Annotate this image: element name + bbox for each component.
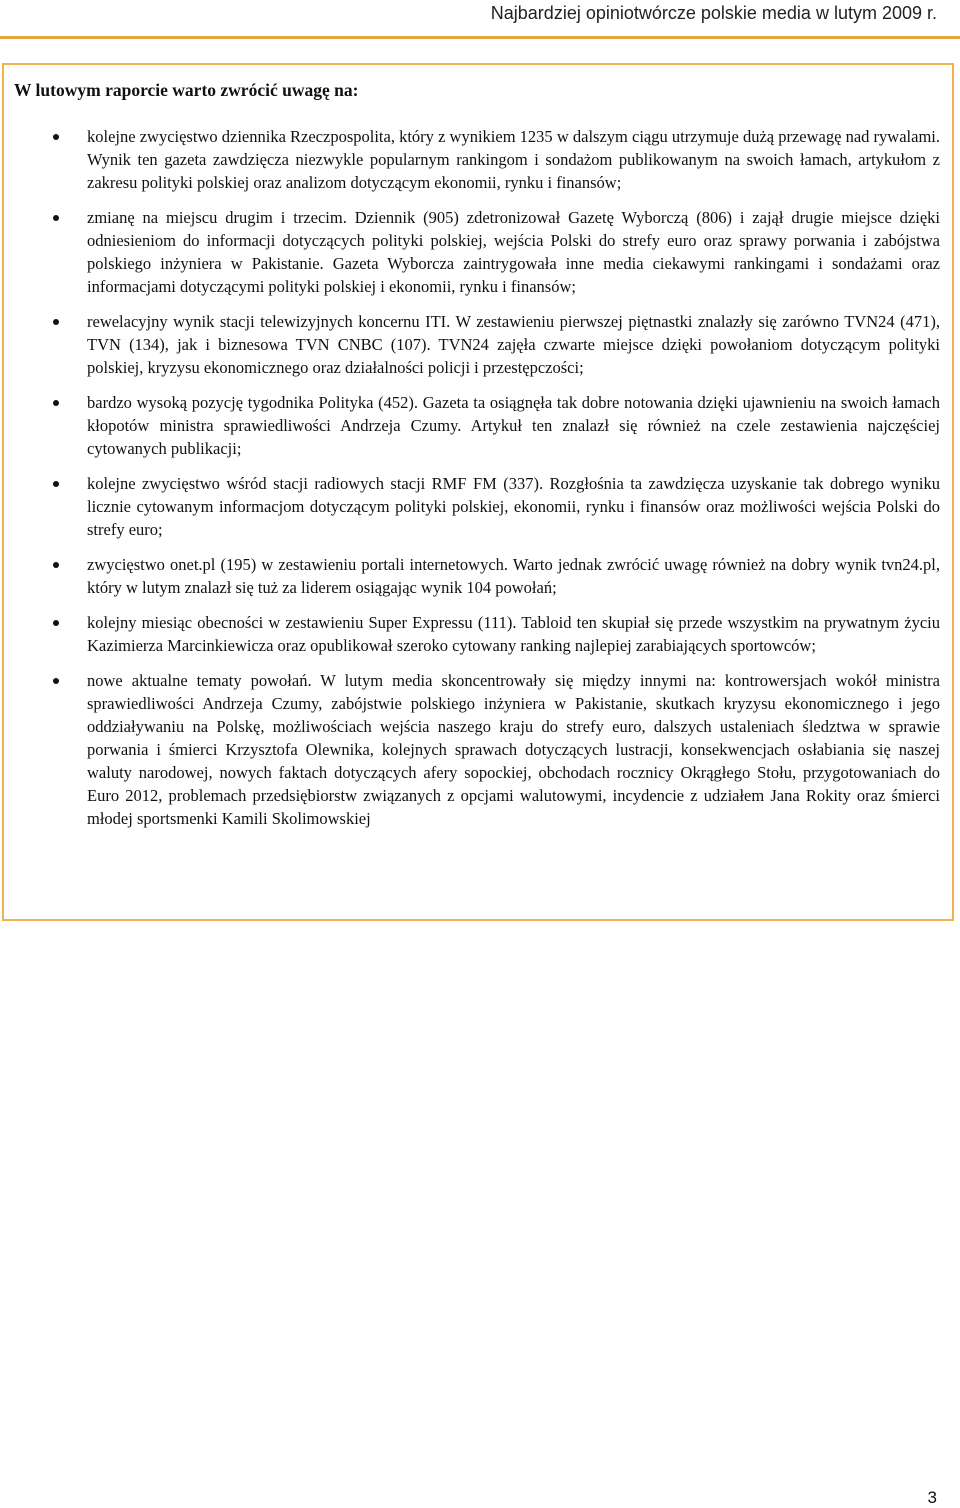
- list-item: [4, 669, 952, 830]
- page-header: [0, 0, 960, 48]
- bullet-icon: [53, 678, 59, 684]
- list-item-text: nowe aktualne tematy powołań. W lutym media skoncentrowały się między innymi na: kontrowersjach wokół ministra sprawiedliwości Andrzeja Czumy, zabójstwie polskiego inżyniera w Pakistanie, skutkach kryzysu ekonomicznego i jego oddziaływaniu na Polskę, możliwościach wejścia naszego kraju do strefy euro, dalszych ustaleniach śledztwa w sprawie porwania i śmierci Krzysztofa Olewnika, kolejnych sprawach dotyczących lustracji, konsekwencjach osłabiania się naszej waluty narodowej, nowych faktach dotyczących afery sopockiej, obchodach rocznicy Okrągłego Stołu, przygotowaniach do Euro 2012, problemach przedsiębiorstw związanych z opcjami walutowymi, incydencie z udziałem Jana Rokity oraz śmierci młodej sportsmenki Kamili Skolimowskiej: [87, 671, 940, 828]
- list-item-text: kolejne zwycięstwo wśród stacji radiowych stacji RMF FM (337). Rozgłośnia ta zawdzięcza uzyskanie tak dobrego wyniku licznie cytowanym informacjom dotyczącym polityki polskiej, ekonomii, rynku i finansów oraz możliwości wejścia Polski do strefy euro;: [87, 474, 940, 539]
- bullet-icon: [53, 134, 59, 140]
- list-item-text: rewelacyjny wynik stacji telewizyjnych koncernu ITI. W zestawieniu pierwszej piętnastki znalazły się zarówno TVN24 (471), TVN (134), jak i biznesowa TVN CNBC (107). TVN24 zajęła czwarte miejsce dzięki powołaniom dotyczącym polityki polskiej, kryzysu ekonomicznego oraz działalności policji i przestępczości;: [87, 312, 940, 377]
- list-item-text: zwycięstwo onet.pl (195) w zestawieniu portali internetowych. Warto jednak zwrócić uwagę również na dobry wynik tvn24.pl, który w lutym znalazł się tuż za liderem osiągając wynik 104 powołań;: [87, 555, 940, 597]
- list-item: [4, 553, 952, 599]
- bullet-icon: [53, 319, 59, 325]
- header-rule: [0, 36, 960, 39]
- bullet-icon: [53, 400, 59, 406]
- list-item: [4, 611, 952, 657]
- bullet-icon: [53, 620, 59, 626]
- bullet-icon: [53, 562, 59, 568]
- list-item: [4, 206, 952, 298]
- list-item-text: bardzo wysoką pozycję tygodnika Polityka (452). Gazeta ta osiągnęła tak dobre notowania dzięki ujawnieniu na swoich łamach kłopotów ministra sprawiedliwości Andrzeja Czumy. Artykuł ten znalazł się również na czele zestawienia najczęściej cytowanych publikacji;: [87, 393, 940, 458]
- list-item-text: kolejne zwycięstwo dziennika Rzeczpospolita, który z wynikiem 1235 w dalszym ciągu utrzymuje dużą przewagę nad rywalami. Wynik ten gazeta zawdzięcza niezwykle popularnym rankingom i sondażom publikowanym na swoich łamach, artykułom z zakresu polityki polskiej oraz analizom dotyczącym ekonomii, rynku i finansów;: [87, 127, 940, 192]
- list-item: [4, 472, 952, 541]
- highlights-box: [2, 63, 954, 921]
- box-heading: W lutowym raporcie warto zwrócić uwagę na:: [14, 80, 359, 100]
- list-item: [4, 391, 952, 460]
- list-item-text: kolejny miesiąc obecności w zestawieniu Super Expressu (111). Tabloid ten skupiał się przede wszystkim na prywatnym życiu Kazimierza Marcinkiewicza oraz opublikował szeroko cytowany ranking najlepiej zarabiających sportowców;: [87, 613, 940, 655]
- header-title: Najbardziej opiniotwórcze polskie media w lutym 2009 r.: [490, 3, 937, 23]
- bullet-icon: [53, 481, 59, 487]
- list-item: [4, 125, 952, 194]
- bullet-icon: [53, 215, 59, 221]
- list-item-text: zmianę na miejscu drugim i trzecim. Dziennik (905) zdetronizował Gazetę Wyborczą (806) i zajął drugie miejsce dzięki odniesieniom do informacji dotyczących polityki polskiej, wejścia Polski do strefy euro oraz sprawy porwania i zabójstwa polskiego inżyniera w Pakistanie. Gazeta Wyborcza zaintrygowała inne media ciekawymi rankingami i sondażami oraz informacjami dotyczącymi polityki polskiej i ekonomii, rynku i finansów;: [87, 208, 940, 296]
- list-item: [4, 310, 952, 379]
- page-number: 3: [927, 1488, 937, 1507]
- highlights-list: [4, 125, 952, 842]
